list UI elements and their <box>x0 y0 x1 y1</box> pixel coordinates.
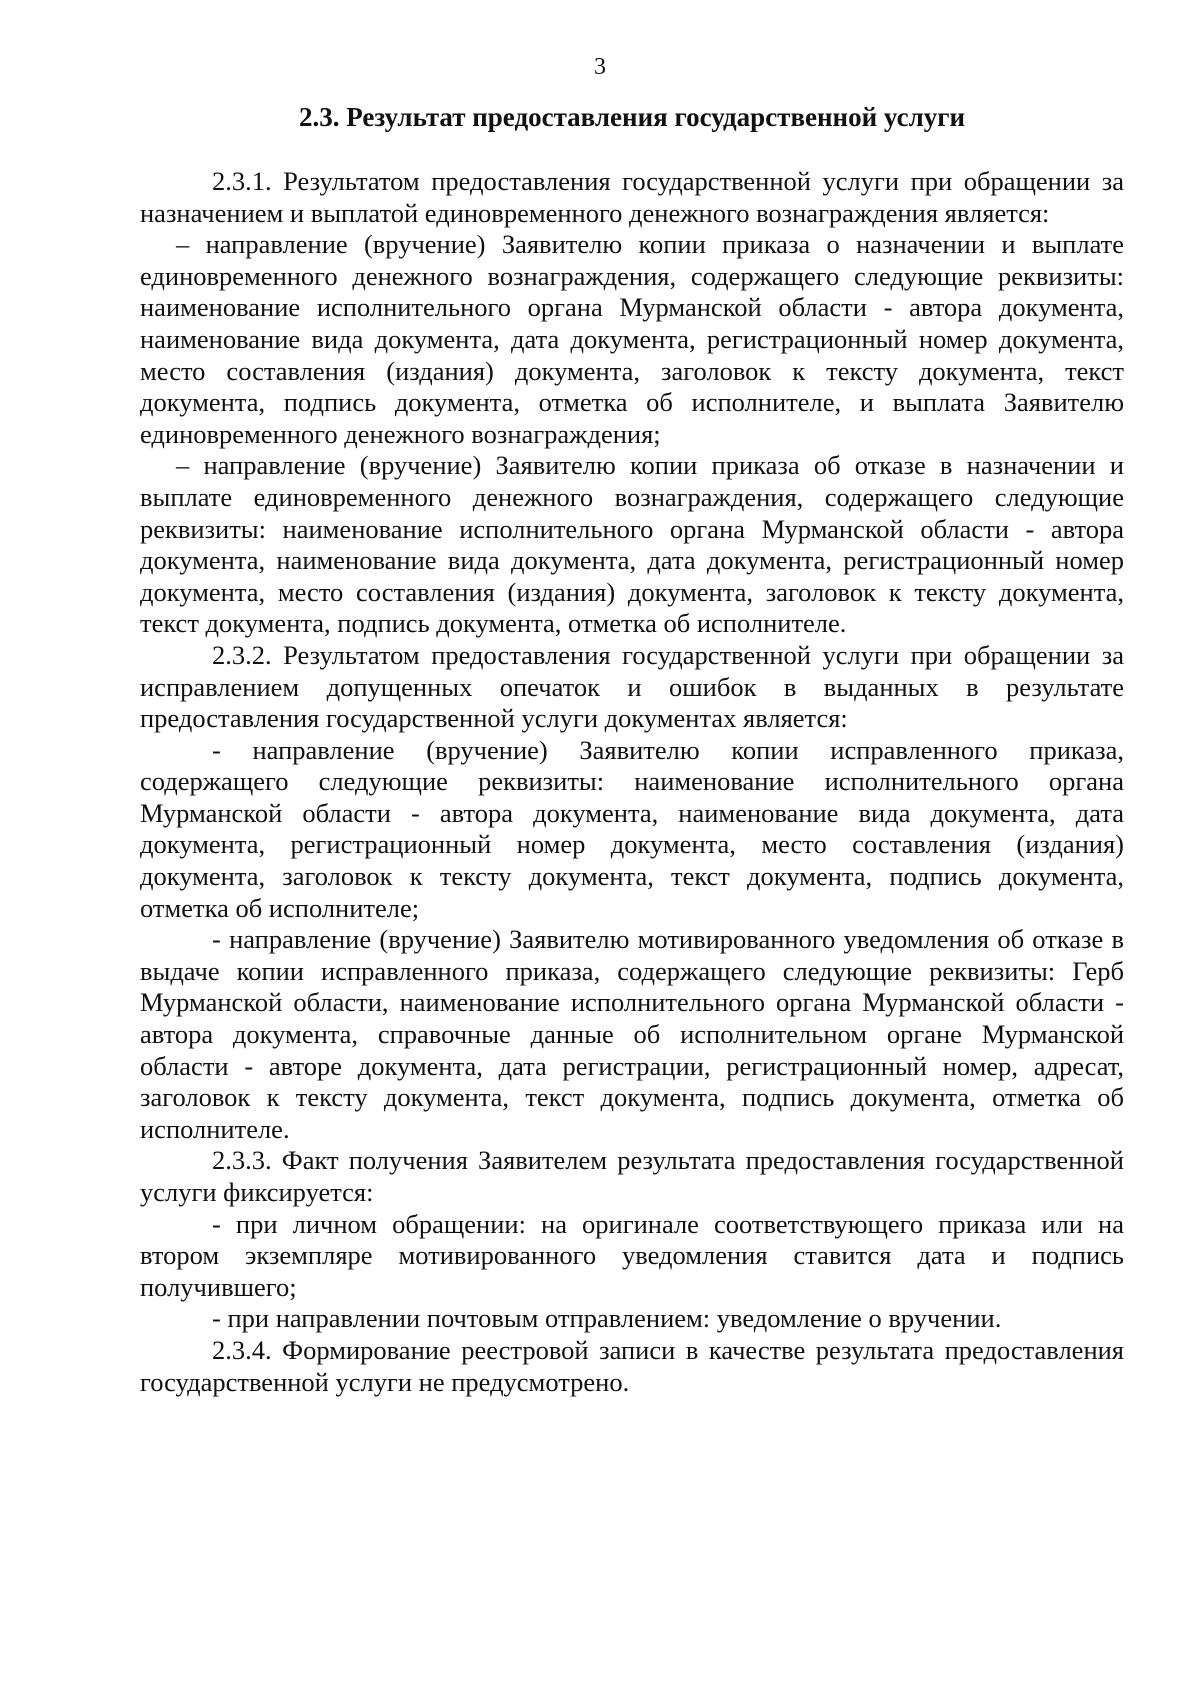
paragraph-2-3-4: 2.3.4. Формирование реестровой записи в качестве результата предоставления государственной услуги не предусмотрено. <box>140 1334 1124 1397</box>
list-item-personal-visit: - при личном обращении: на оригинале соответствующего приказа или на втором экземпляре мотивированного уведомления ставится дата и подпись получившего; <box>140 1208 1124 1302</box>
document-body <box>140 166 1124 1398</box>
section-heading: 2.3. Результат предоставления государственной услуги <box>298 102 966 132</box>
paragraph-2-3-3: 2.3.3. Факт получения Заявителем результата предоставления государственной услуги фиксируется: <box>140 1145 1124 1207</box>
paragraph-2-3-1: 2.3.1. Результатом предоставления государственной услуги при обращении за назначением и выплатой единовременного денежного вознаграждения является: <box>140 166 1124 228</box>
list-item-order-assignment: – направление (вручение) Заявителю копии приказа о назначении и выплате единовременного денежного вознаграждения, содержащего следующие реквизиты: наименование исполнительного органа Мурманской области - автора документа, наименование вида документа, дата документа, регистрационный номер документа, место составления (издания) документа, заголовок к тексту документа, текст документа, подпись документа, отметка об исполнителе, и выплата Заявителю единовременного денежного вознаграждения; <box>140 229 1124 449</box>
list-item-refusal-notice: - направление (вручение) Заявителю мотивированного уведомления об отказе в выдаче копии исправленного приказа, содержащего следующие реквизиты: Герб Мурманской области, наименование исполнительного органа Мурманской области - автора документа, справочные данные об исполнительном органе Мурманской области - авторе документа, дата регистрации, регистрационный номер, адресат, заголовок к тексту документа, текст документа, подпись документа, отметка об исполнителе. <box>140 924 1124 1144</box>
list-item-corrected-order: - направление (вручение) Заявителю копии исправленного приказа, содержащего следующие реквизиты: наименование исполнительного органа Мурманской области - автора документа, наименование вида документа, дата документа, регистрационный номер документа, место составления (издания) документа, заголовок к тексту документа, текст документа, подпись документа, отметка об исполнителе; <box>140 734 1124 923</box>
list-item-order-refusal: – направление (вручение) Заявителю копии приказа об отказе в назначении и выплате единовременного денежного вознаграждения, содержащего следующие реквизиты: наименование исполнительного органа Мурманской области - автора документа, наименование вида документа, дата документа, регистрационный номер документа, место составления (издания) документа, заголовок к тексту документа, текст документа, подпись документа, отметка об исполнителе. <box>140 450 1124 639</box>
paragraph-2-3-2: 2.3.2. Результатом предоставления государственной услуги при обращении за исправлением допущенных опечаток и ошибок в выданных в результате предоставления государственной услуги документах является: <box>140 639 1124 734</box>
list-item-postal-delivery: - при направлении почтовым отправлением: уведомление о вручении. <box>212 1303 1002 1334</box>
page-number: 3 <box>594 54 606 80</box>
